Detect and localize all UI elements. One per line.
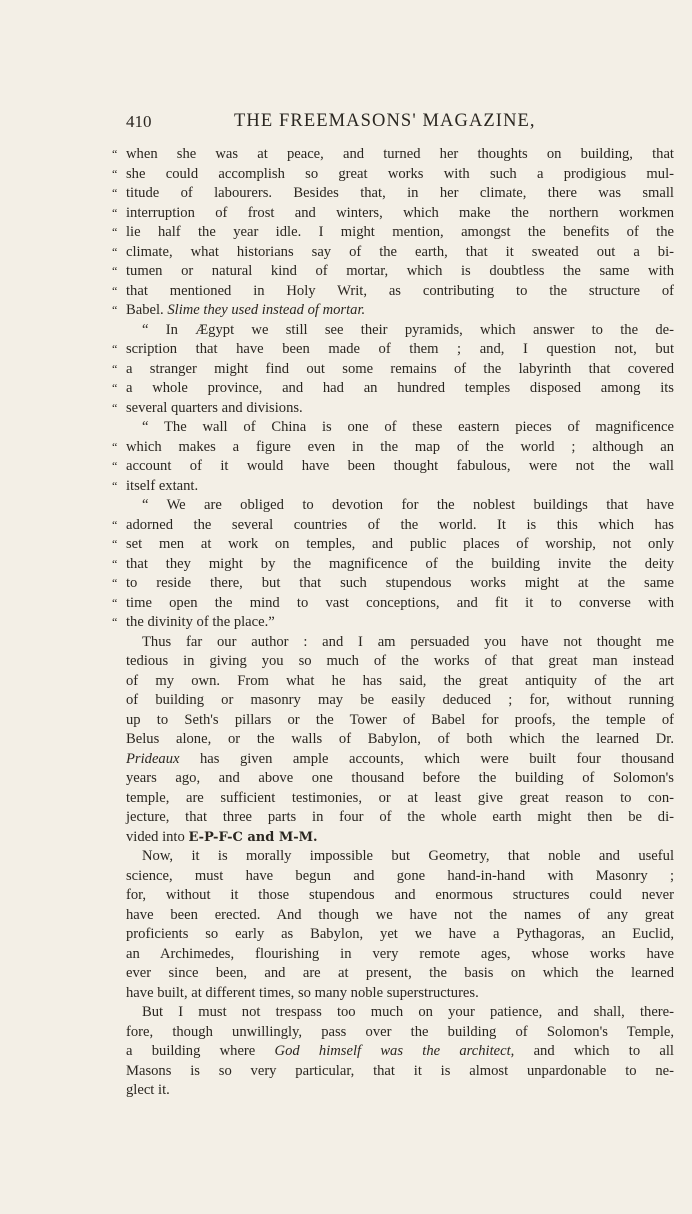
text-line [112,340,674,360]
line-text: science, must have begun and gone hand-in-hand with Masonry ; [126,867,674,884]
line-text: “ The wall of China is one of these eastern pieces of magnificence [142,419,674,435]
text-line [112,399,674,419]
line-text: lie half the year idle. I might mention, amongst the benefits of the [126,224,674,240]
quote-mark: “ [112,517,118,532]
text-line [112,477,674,497]
text-line [126,1023,674,1043]
body-text [112,145,674,1101]
line-text: Prideaux has given ample accounts, which were built four thousand [126,750,674,767]
line-text: glect it. [126,1082,170,1098]
text-line [126,847,674,867]
quote-mark: “ [112,186,118,200]
text-line [126,418,674,438]
text-line [112,204,674,224]
quote-mark: “ [112,615,118,629]
text-line [126,906,674,926]
blackletter-text: E-P-F-C and M-M. [188,829,318,845]
quote-mark: “ [112,459,118,473]
line-text: jecture, that three parts in four of the whole earth might then be di- [126,809,674,825]
quote-mark: “ [112,264,118,278]
quote-mark: “ [112,556,118,571]
text-line [126,633,674,653]
text-line [112,574,674,594]
line-text: Belus alone, or the walls of Babylon, of both which the learned Dr. [126,731,674,747]
text-line [112,165,674,185]
line-text: But I must not trespass too much on your patience, and shall, there- [142,1004,674,1020]
quote-mark: “ [112,303,118,317]
text-line [126,652,674,672]
text-line [112,243,674,263]
text-line [112,223,674,243]
page-header [126,112,646,138]
text-line [126,925,674,945]
quote-mark: “ [112,576,118,590]
text-line [126,984,674,1004]
line-text: proficients so early as Babylon, yet we have a Pythagoras, an Euclid, [126,926,674,942]
line-text: account of it would have been thought fabulous, were not the wall [126,458,674,474]
line-text: Now, it is morally impossible but Geometry, that noble and useful [142,848,674,864]
line-text: Thus far our author : and I am persuaded you have not thought me [142,633,674,650]
text-line [126,750,674,770]
page-number: 410 [126,112,152,131]
text-line [112,555,674,575]
line-text: of building or masonry may be easily deduced ; for, without running [126,692,674,708]
text-line [126,691,674,711]
text-line [126,1042,674,1062]
line-text: tedious in giving you so much of the works of that great man instead [126,653,674,669]
quote-mark: “ [112,283,118,298]
text-line [112,184,674,204]
line-text: a whole province, and had an hundred temples disposed among its [126,380,674,396]
line-text: the divinity of the place.” [126,614,275,630]
line-text: when she was at peace, and turned her thoughts on building, that [126,146,674,162]
text-line [126,321,674,341]
line-text: a stranger might find out some remains of the labyrinth that covered [126,360,674,377]
line-text: time open the mind to vast conceptions, and fit it to converse with [126,594,674,611]
text-line [126,1081,674,1101]
text-line [112,535,674,555]
quote-mark: “ [112,361,118,376]
line-text: several quarters and divisions. [126,399,303,416]
text-line [112,457,674,477]
line-text: vided into E-P-F-C and M-M. [126,828,318,845]
line-text: ever since been, and are at present, the basis on which the learned [126,965,674,981]
line-text: that mentioned in Holy Writ, as contributing to the structure of [126,282,674,299]
text-line [112,301,674,321]
text-line [126,730,674,750]
line-text: of my own. From what he has said, the great antiquity of the art [126,672,674,689]
line-text: fore, though unwillingly, pass over the building of Solomon's Temple, [126,1023,674,1040]
text-line [112,594,674,614]
line-text: to reside there, but that such stupendous works might at the same [126,575,674,591]
quote-mark: “ [112,400,118,415]
line-text: temple, are sufficient testimonies, or at least give great reason to con- [126,789,674,806]
quote-mark: “ [112,439,118,454]
line-text: that they might by the magnificence of the building invite the deity [126,555,674,572]
quote-mark: “ [112,342,118,356]
text-line [112,379,674,399]
text-line [126,769,674,789]
text-line [112,613,674,633]
quote-mark: “ [112,147,118,161]
line-text: a building where God himself was the architect, and which to all [126,1043,674,1059]
quote-mark: “ [112,381,118,395]
line-text: an Archimedes, flourishing in very remote ages, whose works have [126,945,674,962]
italic-text: Prideaux [126,750,180,767]
text-line [126,789,674,809]
line-text: climate, what historians say of the earth, that it sweated out a bi- [126,243,674,260]
line-text: “ We are obliged to devotion for the noblest buildings that have [142,497,674,513]
quote-mark: “ [112,478,118,493]
text-line [126,1003,674,1023]
line-text: set men at work on temples, and public places of worship, not only [126,536,674,552]
text-line [126,808,674,828]
quote-mark: “ [112,225,118,239]
line-text: for, without it those stupendous and enormous structures could never [126,887,674,903]
line-text: she could accomplish so great works with such a prodigious mul- [126,165,674,182]
text-line [112,145,674,165]
italic-text: God himself was the architect, [274,1043,515,1059]
line-text: have been erected. And though we have not the names of any great [126,906,674,923]
line-text: years ago, and above one thousand before the building of Solomon's [126,770,674,786]
line-text: which makes a figure even in the map of the world ; although an [126,438,674,455]
italic-text: Slime they used instead of mortar. [167,302,366,318]
line-text: itself extant. [126,477,199,494]
text-line [126,496,674,516]
line-text: titude of labourers. Besides that, in her climate, there was small [126,185,674,201]
line-text: up to Seth's pillars or the Tower of Babel for proofs, the temple of [126,711,674,728]
quote-mark: “ [112,205,118,220]
quote-mark: “ [112,537,118,551]
quote-mark: “ [112,244,118,259]
text-line [126,828,674,848]
text-line [112,282,674,302]
quote-mark: “ [112,595,118,610]
text-line [126,945,674,965]
line-text: Babel. Slime they used instead of mortar. [126,302,366,318]
quote-mark: “ [112,166,118,181]
text-line [126,1062,674,1082]
line-text: “ In Ægypt we still see their pyramids, which answer to the de- [142,321,674,338]
text-line [112,516,674,536]
text-line [126,672,674,692]
text-line [126,886,674,906]
line-text: Masons is so very particular, that it is almost unpardonable to ne- [126,1062,674,1079]
text-line [126,867,674,887]
line-text: adorned the several countries of the world. It is this which has [126,516,674,533]
text-line [112,262,674,282]
text-line [126,711,674,731]
line-text: tumen or natural kind of mortar, which is doubtless the same with [126,263,674,279]
line-text: have built, at different times, so many noble superstructures. [126,984,479,1001]
text-line [126,964,674,984]
text-line [112,360,674,380]
text-line [112,438,674,458]
line-text: scription that have been made of them ; and, I question not, but [126,341,674,357]
running-title: THE FREEMASONS' MAGAZINE, [234,111,536,131]
line-text: interruption of frost and winters, which make the northern workmen [126,204,674,221]
